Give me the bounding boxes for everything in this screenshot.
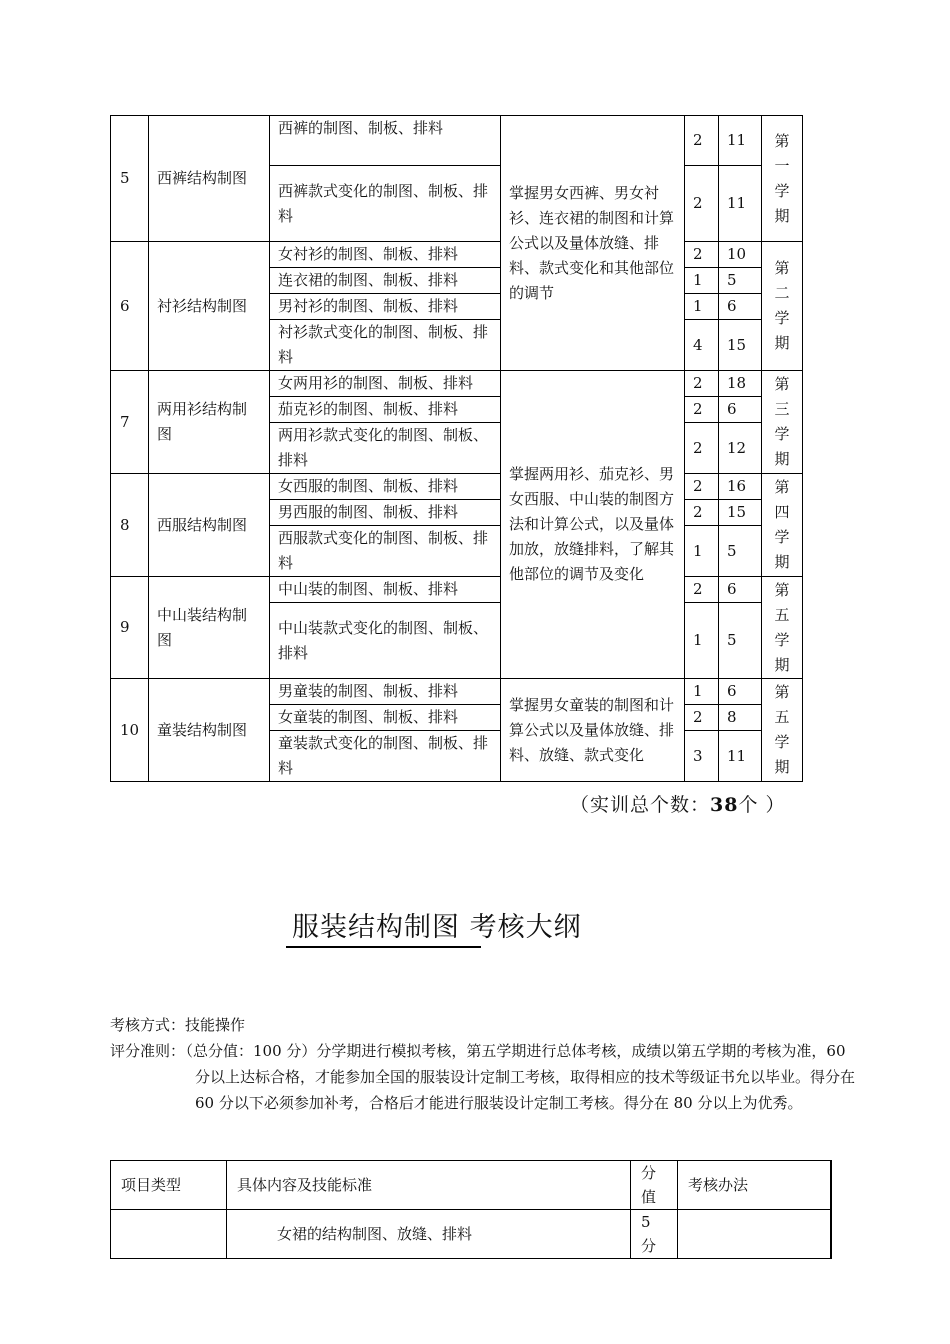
term-char: 第 [774, 131, 790, 150]
table-row [111, 474, 803, 500]
term-char: 四 [774, 503, 790, 521]
term-cell [762, 679, 803, 782]
term-char: 期 [774, 553, 790, 571]
item-content: 女西服的制图、制板、排料 [270, 474, 501, 500]
project-name: 童装结构制图 [149, 679, 270, 782]
count-a: 1 [685, 603, 719, 679]
term-char: 学 [774, 528, 790, 546]
table-row [111, 371, 803, 397]
assessment-method: 考核方式：技能操作 [110, 1016, 246, 1034]
eval-cell [111, 1210, 227, 1259]
item-content: 男衬衫的制图、制板、排料 [270, 294, 501, 320]
term-char: 一 [774, 156, 790, 175]
count-a: 2 [685, 474, 719, 500]
table-row [111, 1210, 831, 1259]
table-row [111, 679, 803, 705]
eval-header-cell: 具体内容及技能标准 [227, 1161, 631, 1210]
training-table [110, 115, 803, 782]
eval-header-cell: 分值 [631, 1161, 678, 1210]
count-a: 2 [685, 242, 719, 268]
term-char: 学 [774, 630, 790, 649]
project-name: 中山装结构制图 [149, 577, 270, 679]
eval-cell: 5 分 [631, 1210, 678, 1259]
term-char: 五 [774, 605, 790, 624]
hours-b: 18 [719, 371, 762, 397]
row-number: 5 [111, 116, 149, 242]
item-content: 童装款式变化的制图、制板、排料 [270, 731, 501, 782]
count-a: 2 [685, 166, 719, 242]
term-char: 期 [774, 450, 790, 468]
hours-b: 6 [719, 397, 762, 423]
row-number: 9 [111, 577, 149, 679]
item-content: 茄克衫的制图、制板、排料 [270, 397, 501, 423]
term-char: 第 [774, 478, 790, 496]
term-cell [762, 474, 803, 577]
term-char: 学 [774, 181, 790, 200]
term-char: 期 [774, 334, 790, 352]
term-cell [762, 371, 803, 474]
term-char: 期 [774, 758, 790, 776]
hours-b: 16 [719, 474, 762, 500]
project-name: 西裤结构制图 [149, 116, 270, 242]
count-a: 2 [685, 397, 719, 423]
hours-b: 6 [719, 294, 762, 320]
row-number: 10 [111, 679, 149, 782]
term-cell [762, 116, 803, 242]
term-char: 五 [774, 708, 790, 726]
table-row [111, 577, 803, 603]
hours-b: 10 [719, 242, 762, 268]
eval-cell: 女裙的结构制图、放缝、排料 [227, 1210, 631, 1259]
term-char: 学 [774, 425, 790, 443]
scoring-rule-label: 评分准则： [110, 1042, 186, 1060]
item-content: 女童装的制图、制板、排料 [270, 705, 501, 731]
project-name: 两用衫结构制图 [149, 371, 270, 474]
row-number: 8 [111, 474, 149, 577]
hours-b: 11 [719, 731, 762, 782]
term-char: 学 [774, 733, 790, 751]
count-a: 1 [685, 526, 719, 577]
count-a: 3 [685, 731, 719, 782]
hours-b: 5 [719, 268, 762, 294]
count-a: 2 [685, 705, 719, 731]
count-a: 2 [685, 500, 719, 526]
eval-header-row [111, 1161, 831, 1210]
project-name: 衬衫结构制图 [149, 242, 270, 371]
term-char: 期 [774, 206, 790, 225]
eval-cell [678, 1210, 831, 1259]
hours-b: 5 [719, 603, 762, 679]
table-row [111, 116, 803, 166]
item-content: 连衣裙的制图、制板、排料 [270, 268, 501, 294]
total-count-line: （实训总个数：38个 ） [570, 794, 786, 816]
term-char: 第 [774, 683, 790, 701]
hours-b: 5 [719, 526, 762, 577]
item-content: 西裤款式变化的制图、制板、排料 [270, 166, 501, 242]
row-number: 6 [111, 242, 149, 371]
term-char: 第 [774, 259, 790, 277]
item-content: 西裤的制图、制板、排料 [270, 116, 501, 166]
item-content: 中山装的制图、制板、排料 [270, 577, 501, 603]
requirement-cell: 掌握男女西裤、男女衬衫、连衣裙的制图和计算公式以及量体放缝、排料、款式变化和其他部位的调节 [501, 116, 685, 371]
evaluation-table [110, 1160, 832, 1259]
hours-b: 11 [719, 166, 762, 242]
hours-b: 11 [719, 116, 762, 166]
title-underline [286, 946, 481, 948]
term-char: 第 [774, 580, 790, 599]
count-a: 1 [685, 294, 719, 320]
count-a: 2 [685, 371, 719, 397]
item-content: 两用衫款式变化的制图、制板、排料 [270, 423, 501, 474]
scoring-rule-text: （总分值：100 分）分学期进行模拟考核，第五学期进行总体考核，成绩以第五学期的考核为准，60 分以上达标合格，才能参加全国的服装设计定制工考核，取得相应的技术等级证书允以毕业。得分在 60 分以下必须参加补考，合格后才能进行服装设计定制工考核。得分在 80 分以上为优秀。 [178, 1042, 856, 1112]
hours-b: 15 [719, 320, 762, 371]
hours-b: 15 [719, 500, 762, 526]
item-content: 男西服的制图、制板、排料 [270, 500, 501, 526]
term-char: 三 [774, 400, 790, 418]
term-char: 二 [774, 284, 790, 302]
count-a: 4 [685, 320, 719, 371]
count-a: 2 [685, 423, 719, 474]
item-content: 衬衫款式变化的制图、制板、排料 [270, 320, 501, 371]
item-content: 西服款式变化的制图、制板、排料 [270, 526, 501, 577]
table-row [111, 242, 803, 268]
hours-b: 6 [719, 577, 762, 603]
hours-b: 8 [719, 705, 762, 731]
term-char: 第 [774, 375, 790, 393]
item-content: 女衬衫的制图、制板、排料 [270, 242, 501, 268]
eval-header-cell: 考核办法 [678, 1161, 831, 1210]
hours-b: 6 [719, 679, 762, 705]
item-content: 中山装款式变化的制图、制板、排料 [270, 603, 501, 679]
eval-header-cell: 项目类型 [111, 1161, 227, 1210]
row-number: 7 [111, 371, 149, 474]
term-cell [762, 577, 803, 679]
term-cell [762, 242, 803, 371]
requirement-cell: 掌握男女童装的制图和计算公式以及量体放缝、排料、放缝、款式变化 [501, 679, 685, 782]
requirement-cell: 掌握两用衫、茄克衫、男女西服、中山装的制图方法和计算公式，以及量体加放，放缝排料，了解其他部位的调节及变化 [501, 371, 685, 679]
term-char: 学 [774, 309, 790, 327]
count-a: 2 [685, 116, 719, 166]
term-char: 期 [774, 655, 790, 674]
count-a: 1 [685, 268, 719, 294]
project-name: 西服结构制图 [149, 474, 270, 577]
count-a: 2 [685, 577, 719, 603]
item-content: 女两用衫的制图、制板、排料 [270, 371, 501, 397]
count-a: 1 [685, 679, 719, 705]
hours-b: 12 [719, 423, 762, 474]
item-content: 男童装的制图、制板、排料 [270, 679, 501, 705]
page-title: 服装结构制图 考核大纲 [292, 912, 582, 943]
